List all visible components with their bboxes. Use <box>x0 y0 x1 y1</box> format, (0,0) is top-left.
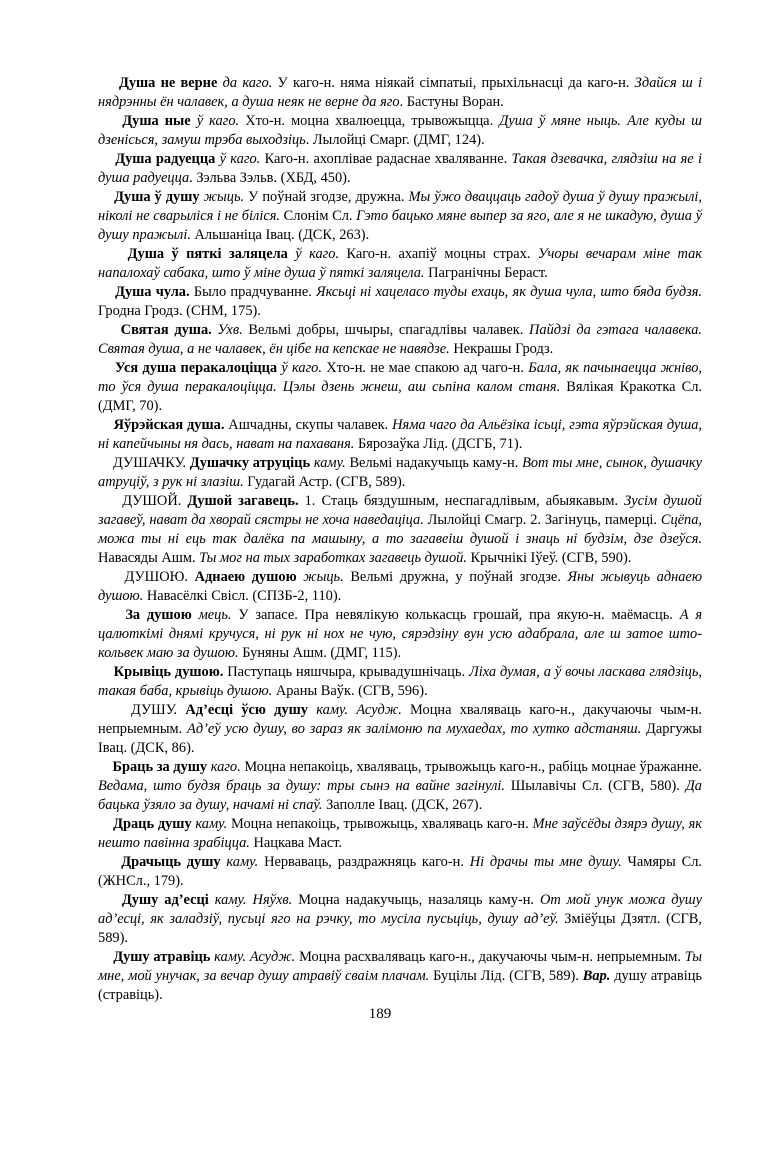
entry-source: Навасёлкі Свісл. (СПЗБ-2, 110). <box>143 588 342 604</box>
entry-def: Моцна непакоіць, хваляваць, трывожыць каго-н., рабіць моцнае ўражанне. <box>240 759 703 775</box>
entry-source: Альшаніца Івац. (ДСК, 263). <box>190 227 370 243</box>
variant-text: душу атравіць (стравіць). <box>98 968 702 1003</box>
entry-example: Зусім душой загавеў, нават да хворай сястры не хоча наведаціца. <box>98 493 702 528</box>
entry <box>98 416 702 454</box>
entry-gram: каму. Асудж. <box>316 702 402 718</box>
entry-head: Душа чула. <box>115 284 190 300</box>
entry <box>98 359 702 416</box>
entry <box>98 74 702 112</box>
entry-head: Душа ў душу <box>114 189 200 205</box>
entry-head: Ад’есці ўсю душу <box>185 702 308 718</box>
entry-def: Ашчадны, скупы чалавек. <box>224 417 393 433</box>
entry-head: Душа не верне <box>118 75 218 91</box>
entry-example: Яксьці ні хацеласо туды ехаць, як душа чула, што бяда будзя. <box>316 284 703 300</box>
entry-source: . Лылойці Смарг. (ДМГ, 124). <box>305 132 485 148</box>
entry-example: Яны жывуць аднаею душою. <box>98 569 702 604</box>
entry-source: Гродна Гродз. (СНМ, 175). <box>98 303 261 319</box>
entry-gram: каму. <box>313 455 346 471</box>
entry-source: Гудагай Астр. (СГВ, 589). <box>243 474 406 490</box>
entry-def: Было прадчуванне. <box>189 284 317 300</box>
entry-gram: каго. <box>210 759 241 775</box>
entry-block-dushoi <box>98 492 702 568</box>
entry-source: Шылавічы Сл. (СГВ, 580). <box>504 778 686 794</box>
entry-gram: жыць. <box>303 569 344 585</box>
entry-example: Ты мне, мой унучак, за вечар душу атравіў сваім плачам. <box>98 949 702 984</box>
entry <box>98 321 702 359</box>
entry-head: Душу атравіць <box>113 949 211 965</box>
entry-gram: каму. <box>195 816 228 832</box>
entry <box>98 853 702 891</box>
entry-gram: Ухв. <box>217 322 243 338</box>
entry-example: А я цалюткімі днямі кручуся, ні рук ні нох не чую, сярэдзіну вун усю адабрала, але ш затое што-кольвек маю за душою. <box>98 607 703 661</box>
entry-head: Душачку атруціць <box>189 455 311 471</box>
entry-source: Слонім Сл. <box>280 208 357 224</box>
entry-gram: каму. Няўхв. <box>214 892 293 908</box>
entry-gram: каму. Асудж. <box>214 949 296 965</box>
entry-source: Крычнікі Іўеў. (СГВ, 590). <box>466 550 632 566</box>
entry-head: Драчыць душу <box>121 854 221 870</box>
entry-example: Ні драчы ты мне душу. <box>469 854 622 870</box>
entry-example: Ведама, што будзя браць за душу: тры сынэ на вайне загінулі. <box>98 778 505 794</box>
entry-head: Душой загавець. <box>187 493 299 509</box>
entry-def: 1. Стаць бяздушным, неспагадлівым, абыякавым. <box>298 493 625 509</box>
entry-source: Зміёўцы Дзятл. (СГВ, 589). <box>98 911 703 946</box>
entry <box>98 815 702 853</box>
entry-example: Мы ўжо дваццаць гадоў душа ў душу пражылі, ніколі не сварыліся і не біліся. <box>98 189 702 224</box>
entry-source: Нацкава Маст. <box>249 835 343 851</box>
entry-head: Аднаею душою <box>194 569 297 585</box>
entry-example: Ліха думая, а ў вочы ласкава глядзіць, такая баба, крывіць душою. <box>98 664 703 699</box>
entry-source: Араны Ваўк. (СГВ, 596). <box>272 683 428 699</box>
entry <box>98 188 702 245</box>
entry-def: У каго-н. няма ніякай сімпатыі, прыхільнасці да каго-н. <box>272 75 635 91</box>
entry-source: . Бастуны Воран. <box>399 94 504 110</box>
entry-gram: мець. <box>198 607 232 623</box>
page-number: 189 <box>368 1006 392 1022</box>
entry-source: Заполле Івац. (ДСК, 267). <box>322 797 483 813</box>
entry-def: Каго-н. ахоплівае радаснае хваляванне. <box>260 151 512 167</box>
entry-def: Хто-н. моцна хвалюецца, трывожыцца. <box>239 113 500 129</box>
entry-source: Чамяры Сл. (ЖНСл., 179). <box>98 854 702 889</box>
entry-example: Такая дзевачка, глядзіш на яе і душа радуецца <box>98 151 702 186</box>
entry-def: Моцна непакоіць, трывожыць, хваляваць каго-н. <box>227 816 533 832</box>
entry-head: Крывіць душою. <box>113 664 224 680</box>
entry-block-dushachku <box>98 454 702 492</box>
entry-head: Душа ные <box>122 113 191 129</box>
entry <box>98 112 702 150</box>
entry-gram: да каго. <box>222 75 273 91</box>
entry-gram: ў каго. <box>281 360 322 376</box>
entry-block-dushu <box>98 701 702 758</box>
entry-example: Душа ў мяне ныць. Але куды ш дзенісься, замуш трэба выходзіць <box>98 113 702 148</box>
entry-def: Моцна хваляваць каго-н., дакучаючы чым-н. непрыемным. <box>98 702 702 737</box>
entry-gram: ў каго. <box>196 113 240 129</box>
entry-example: Гэто бацько мяне выпер за яго, але я не шкадую, душа ў душу пражылі. <box>98 208 702 243</box>
entry <box>98 663 702 701</box>
entry-def: Вельмі дружна, у поўнай згодзе. <box>343 569 568 585</box>
entry-gram: ў каго. <box>295 246 340 262</box>
entry-head: Яўрэйская душа. <box>113 417 225 433</box>
entry-example: Няма чаго да Альёзіка ісьці, гэта яўрэйская душа, ні капейчыны ня дась, нават на пахаваня. <box>98 417 702 452</box>
entry-example: Мне заўсёды дзярэ душу, як нешто павінна зрабіцца. <box>98 816 702 851</box>
entry-def: Вельмі надакучыць каму-н. <box>345 455 523 471</box>
entry-source: Даргужы Івац. (ДСК, 86). <box>98 721 702 756</box>
entry-example: Пайдзі да гэтага чалавека. Святая душа, а не чалавек, ён цібе на кепскае не навядзе. <box>98 322 702 357</box>
entry-gram: каму. <box>226 854 259 870</box>
entry-def: Хто-н. не мае спакою ад чаго-н. <box>321 360 529 376</box>
entry-source: Навасяды Ашм. <box>98 550 200 566</box>
entry-example: Ты мог на тых заработках загавець душой. <box>199 550 467 566</box>
entry-def: Паступаць няшчыра, крывадушнічаць. <box>223 664 469 680</box>
entry-source: . Зэльва Зэльв. (ХБД, 450). <box>189 170 351 186</box>
entry-source: Буняны Ашм. (ДМГ, 115). <box>238 645 402 661</box>
entry-def: Каго-н. ахапіў моцны страх. <box>339 246 538 262</box>
entry-def: Нерваваць, раздражняць каго-н. <box>258 854 470 870</box>
entry-head: Душу ад’есці <box>121 892 209 908</box>
entry-def: Моцна надакучыць, назаляць каму-н. <box>292 892 540 908</box>
entry-head: Душа радуецца <box>115 151 216 167</box>
block-lead: ДУШУ. <box>131 702 178 718</box>
entry-source: Лылойці Смагр. 2. Загінуць, памерці. <box>423 512 661 528</box>
entry-def: Моцна расхваляваць каго-н., дакучаючы чым-н. непрыемным. <box>295 949 685 965</box>
entry-block-dushoyu <box>98 568 702 606</box>
block-lead: ДУШОЮ. <box>124 569 188 585</box>
entry <box>98 606 702 663</box>
entry-head: Уся душа перакалоціцца <box>115 360 278 376</box>
entry-gram: ў каго. <box>219 151 261 167</box>
block-lead: ДУШОЙ. <box>122 493 182 509</box>
variant-label: Вар. <box>582 968 611 984</box>
entry-source: Некрашы Гродз. <box>449 341 554 357</box>
entry-head: Душа ў пяткі заляцела <box>127 246 288 262</box>
entry-source: Бярозаўка Лід. (ДСГБ, 71). <box>354 436 523 452</box>
entry-head: Драць душу <box>113 816 192 832</box>
entry-gram: жыць. <box>203 189 245 205</box>
entry-example: Учоры вечарам міне так напалохаў сабака, што ў міне душа ў пяткі заляцела. <box>98 246 703 281</box>
entry <box>98 758 702 815</box>
entry <box>98 891 702 948</box>
entry-example: Ад’еў усю душу, во зараз як залімоню па мухаедах, то хутко адстаняш. <box>187 721 642 737</box>
entry-head: Браць за душу <box>112 759 208 775</box>
entry-example: Да бацька ўзяло за душу, начамі ні спаў. <box>98 778 702 813</box>
entry-def: У поўнай згодзе, дружна. <box>244 189 409 205</box>
entry-head: Святая душа. <box>120 322 212 338</box>
entry-example: Сцёпа, можа ты ні ець так далёка па машыну, а то загавеіш душой і знаць ні будзім, дзе дзеўся. <box>98 512 703 547</box>
entry-source: Вялікая Кракотка Сл. (ДМГ, 70). <box>98 379 702 414</box>
entry <box>98 150 702 188</box>
entry-example: Вот ты мне, сынок, душачку атруціў, з рук ні злазіш. <box>98 455 703 490</box>
entries-list <box>98 74 702 1005</box>
entry-example: Здайся ш і нядрэнны ён чалавек, а душа неяк не верне да яго <box>98 75 702 110</box>
entry-head: За душою <box>125 607 192 623</box>
entry <box>98 283 702 321</box>
entry <box>98 948 702 1005</box>
entry-example: От мой унук можа душу ад’есці, як заладзіў, пусьці яго на рэчку, то мусіла пусьціць, душу ад’еў. <box>98 892 702 927</box>
entry-source: Буцілы Лід. (СГВ, 589). <box>429 968 583 984</box>
entry-source: Пагранічны Бераст. <box>424 265 548 281</box>
entry-def: Вельмі добры, шчыры, спагадлівы чалавек. <box>242 322 529 338</box>
entry-example: Бала, як пачынаецца жніво, то ўся душа перакалоціцца. Цэлы дзень жнеш, аш сьпіна калом станя. <box>98 360 702 395</box>
entry-def: У запасе. Пра невялікую колькасць грошай, пра якую-н. маёмасць. <box>231 607 680 623</box>
entry <box>98 245 702 283</box>
block-lead: ДУШАЧКУ. <box>113 455 187 471</box>
